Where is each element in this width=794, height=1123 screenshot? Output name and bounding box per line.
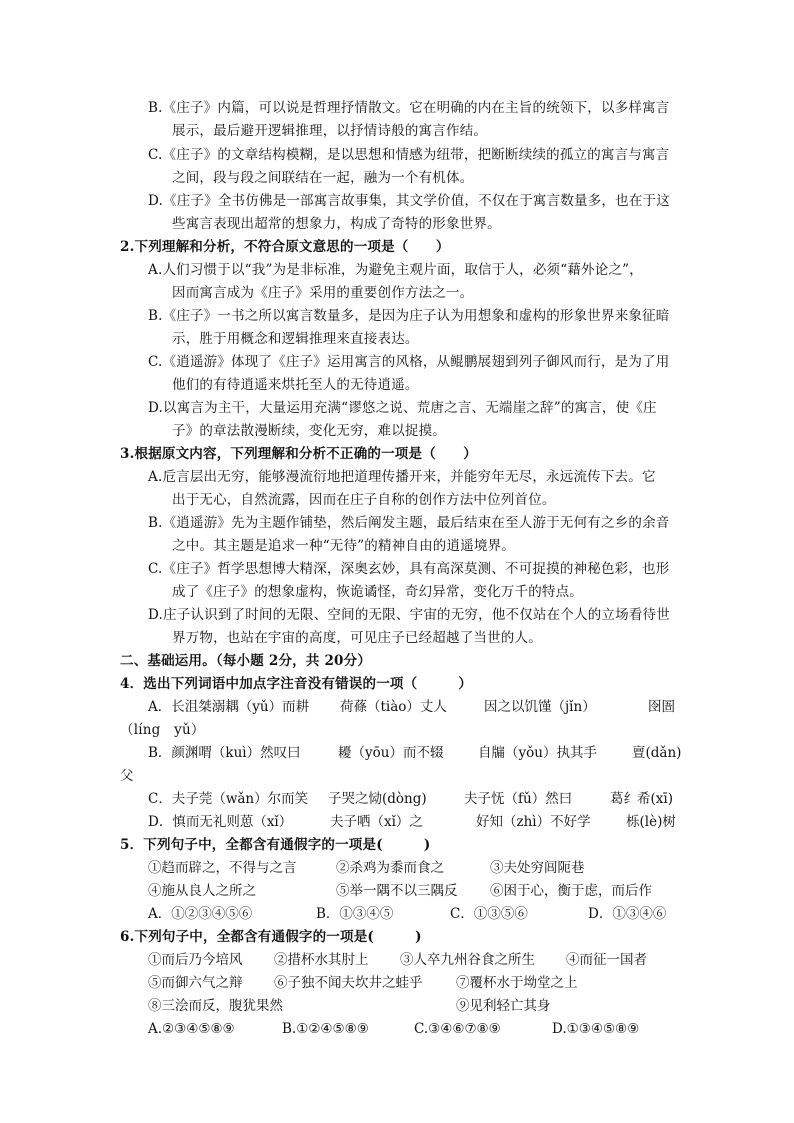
q6-items-row-2: [0, 972, 794, 994]
q2-option-d: D.以寓言为主干，大量运用充满“谬悠之说、荒唐之言、无端崖之辞”的寓言，使《庄: [148, 400, 657, 416]
q4-c-item-4: 葛纟希(xī): [610, 791, 673, 807]
q3-option-d: D.庄子认识到了时间的无限、空间的无限、宇宙的无穷，他不仅站在个人的立场看待世: [148, 607, 670, 623]
q3-option-b-cont: 之中。其主题是追求一种“无待”的精神自由的逍遥境界。: [172, 538, 516, 554]
q1-option-c-cont: 之间，段与段之间联结在一起，融为一个有机体。: [172, 170, 474, 186]
q4-b-item-1: B．颜渊喟（kuì）然叹曰: [148, 745, 301, 761]
q4-option-d-row: [0, 811, 794, 833]
q3-stem: 3.根据原文内容，下列理解和分析不正确的一项是（ ）: [120, 446, 477, 462]
q6-options-row: [0, 1018, 794, 1040]
q4-b-item-3: 自牖（yǒu）执其手: [478, 745, 597, 761]
q5-option-d: D．①③④⑥: [588, 906, 667, 922]
q4-option-a-row: [0, 696, 794, 718]
q5-items-row-2: [0, 880, 794, 902]
q6-item-2: ②措杯水其肘上: [274, 952, 369, 968]
q6-item-5: ⑤而御六气之辩: [148, 975, 243, 991]
q2-option-a: A.人们习惯于以“我”为是非标准，为避免主观片面，取信于人，必须“藉外论之”，: [148, 262, 643, 278]
q3-option-c: C.《庄子》哲学思想博大精深，深奥玄妙，具有高深莫测、不可捉摸的神秘色彩，也形: [148, 561, 670, 577]
q4-d-item-3: 好知（zhì）不好学: [476, 814, 591, 830]
q5-option-a: A．①②③④⑤⑥: [148, 906, 253, 922]
q6-option-a: A.②③④⑤⑧⑨: [148, 1021, 235, 1037]
q4-a-item-4-pinyin: （líng yǔ）: [120, 722, 205, 738]
q5-stem: 5．下列句子中，全都含有通假字的一项是( ): [120, 837, 431, 853]
q6-option-c: C.③④⑥⑦⑧⑨: [414, 1021, 501, 1037]
q6-item-6: ⑥子独不闻夫坎井之蛙乎: [274, 975, 423, 991]
q5-item-2: ②杀鸡为黍而食之: [336, 860, 444, 876]
q4-a-item-2: 荷蓧（tiào）丈人: [340, 699, 447, 715]
q3-option-d-cont: 界万物，也站在宇宙的高度，可见庄子已经超越了当世的人。: [172, 630, 542, 646]
q6-item-7: ⑦覆杯水于坳堂之上: [456, 975, 578, 991]
q6-item-3: ③人卒九州谷食之所生: [400, 952, 535, 968]
q6-option-b: B.①②④⑤⑧⑨: [282, 1021, 369, 1037]
q4-c-item-1: C．夫子莞（wǎn）尔而笑: [148, 791, 309, 807]
q5-item-5: ⑤举一隅不以三隅反: [336, 883, 458, 899]
q3-option-b: B.《逍遥游》先为主题作铺垫，然后阐发主题，最后结束在至人游于无何有之乡的余音: [148, 515, 670, 531]
q2-option-b: B.《庄子》一书之所以寓言数量多，是因为庄子认为用想象和虚构的形象世界来象征暗: [148, 308, 670, 324]
q5-item-3: ③夫处穷闾阨巷: [490, 860, 585, 876]
q2-option-a-cont: 因而寓言成为《庄子》采用的重要创作方法之一。: [172, 285, 474, 301]
q1-option-d-cont: 些寓言表现出超常的想象力，构成了奇特的形象世界。: [172, 216, 501, 232]
q4-a-item-4: 囹圄: [648, 699, 675, 715]
q4-d-item-2: 夫子哂（xǐ）之: [330, 814, 423, 830]
section-2-heading: 二、基础运用。（每小题 2分，共 20分）: [120, 653, 372, 669]
q1-option-b-cont: 展示，最后避开逻辑推理，以抒情诗般的寓言作结。: [172, 123, 488, 139]
q1-option-c: C.《庄子》的文章结构模糊，是以思想和情感为纽带，把断断续续的孤立的寓言与寓言: [148, 147, 670, 163]
q4-a-item-1: A．长沮桀溺耦（yǔ）而耕: [148, 699, 310, 715]
q3-option-a: A.卮言层出无穷，能够漫流衍地把道理传播开来，并能穷年无尽，永远流传下去。它: [148, 469, 656, 485]
q5-item-4: ④施从良人之所之: [148, 883, 256, 899]
q4-b-item-2: 耰（yōu）而不辍: [338, 745, 444, 761]
q1-option-b: B.《庄子》内篇，可以说是哲理抒情散文。它在明确的内在主旨的统领下，以多样寓言: [148, 100, 670, 116]
q4-c-item-3: 夫子怃（fǔ）然曰: [464, 791, 573, 807]
q4-option-b-row: [0, 742, 794, 764]
q5-item-1: ①趋而辟之，不得与之言: [148, 860, 297, 876]
q6-item-4: ④而征一国者: [566, 952, 647, 968]
q1-option-d: D.《庄子》全书仿佛是一部寓言故事集，其文学价值，不仅在于寓言数量多，也在于这: [148, 193, 670, 209]
q5-option-c: C．①③⑤⑥: [450, 906, 528, 922]
q5-items-row-1: [0, 857, 794, 879]
q4-stem: 4．选出下列词语中加点字注音没有错误的一项（ ）: [120, 676, 473, 692]
q4-c-item-2: 子哭之恸(dòng): [328, 791, 427, 807]
q2-option-c: C.《逍遥游》体现了《庄子》运用寓言的风格，从鲲鹏展翅到列子御风而行，是为了用: [148, 354, 670, 370]
q4-d-item-4: 栎(lè)树: [626, 814, 676, 830]
q2-stem: 2.下列理解和分析，不符合原文意思的一项是（ ）: [120, 239, 450, 255]
q4-a-item-3: 因之以饥馑（jǐn）: [484, 699, 596, 715]
q6-stem: 6.下列句子中，全都含有通假字的一项是( ): [120, 929, 422, 945]
q6-option-d: D.①③④⑤⑧⑨: [552, 1021, 640, 1037]
q6-item-8: ⑧三浍而反，腹犹果然: [148, 998, 283, 1014]
q5-item-6: ⑥困于心，衡于虑，而后作: [490, 883, 652, 899]
q2-option-c-cont: 他们的有待逍遥来烘托至人的无待逍遥。: [172, 377, 419, 393]
q2-option-d-cont: 子》的章法散漫断续，变化无穷，难以捉摸。: [172, 423, 446, 439]
q4-b-item-4: 亶(dǎn): [632, 745, 682, 761]
q5-option-b: B．①③④⑤: [316, 906, 394, 922]
q3-option-c-cont: 成了《庄子》的想象虚构，恢诡谲怪，奇幻异常，变化万千的特点。: [172, 584, 583, 600]
q3-option-a-cont: 出于无心，自然流露，因而在庄子自称的创作方法中位列首位。: [172, 492, 556, 508]
q4-b-item-4-cont: 父: [120, 768, 134, 784]
q6-items-row-3: [0, 995, 794, 1017]
q4-d-item-1: D．慎而无礼则葸（xǐ）: [148, 814, 293, 830]
q5-options-row: [0, 903, 794, 925]
q6-item-1: ①而后乃今培风: [148, 952, 243, 968]
q4-option-c-row: [0, 788, 794, 810]
q6-items-row-1: [0, 949, 794, 971]
q2-option-b-cont: 示，胜于用概念和逻辑推理来直接表达。: [172, 331, 419, 347]
q6-item-9: ⑨见利轻亡其身: [456, 998, 551, 1014]
